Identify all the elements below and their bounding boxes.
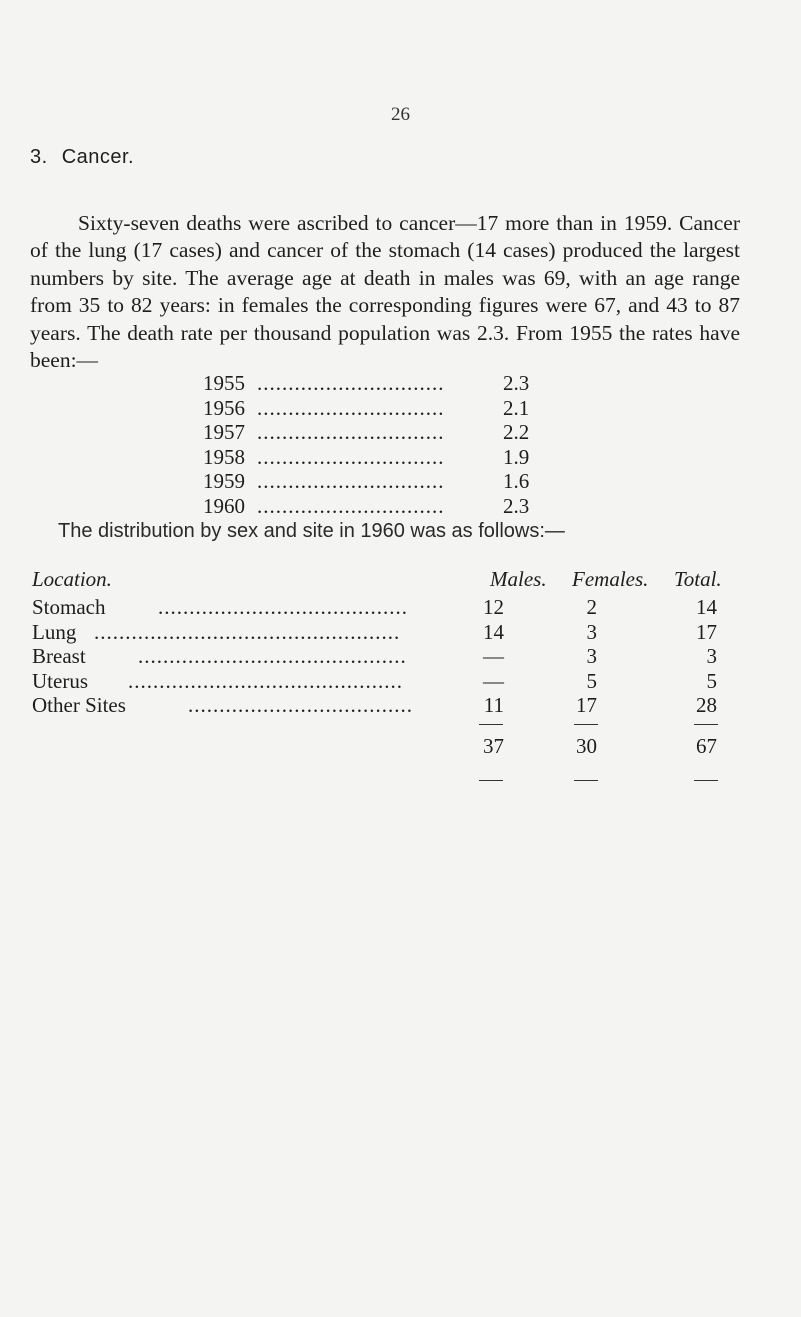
rate-value: 1.6 [503, 469, 530, 494]
page-number: 26 [391, 104, 410, 125]
row-total: 17 [696, 619, 717, 644]
rate-year: 1958 [203, 444, 245, 469]
table-row [32, 620, 752, 645]
rate-value: 2.3 [503, 371, 530, 395]
table-row [32, 693, 752, 718]
body-paragraph: Sixty-seven deaths were ascribed to cancer—17 more than in 1959. Cancer of the lung (17 cases) and cancer of the stomach (14 cases) produced the largest numbers by site. The average age at death in males was 69, with an age range from 35 to 82 years: in females the corresponding figures were 67, and 43 to 87 years. The death rate per thousand population was 2.3. From 1955 the rates have been:— [30, 210, 740, 372]
leader-dots: .............................. [257, 395, 445, 420]
rate-value: 2.3 [503, 493, 530, 518]
row-males: 14 [483, 619, 504, 644]
sum-rule-females [574, 724, 598, 725]
row-females: 3 [586, 644, 597, 668]
total-rule-total [694, 780, 718, 781]
totals-row [32, 734, 752, 762]
header-location: Location. [32, 567, 112, 591]
rate-year: 1959 [203, 469, 245, 494]
rate-row [203, 420, 533, 445]
rate-row [203, 371, 533, 396]
header-females: Females. [572, 567, 649, 591]
row-males: 11 [483, 693, 504, 717]
rate-value: 2.1 [503, 395, 530, 420]
row-total: 5 [706, 668, 717, 693]
leader-dots: ........................................ [158, 595, 408, 619]
rate-row [203, 469, 533, 494]
rate-year: 1960 [203, 493, 245, 518]
leader-dots: .............................. [257, 420, 445, 445]
leader-dots: ........................................... [138, 644, 407, 668]
header-total: Total. [674, 567, 722, 591]
total-females: 30 [576, 733, 597, 758]
leader-dots: ............................................ [128, 668, 403, 693]
rate-row [203, 396, 533, 421]
section-title: Cancer. [61, 146, 135, 168]
row-males: — [483, 668, 504, 693]
total-rule-females [574, 780, 598, 781]
distribution-intro: The distribution by sex and site in 1960 was as follows:— [58, 520, 565, 542]
rates-list [203, 371, 533, 519]
rate-year: 1956 [203, 395, 245, 420]
row-females: 17 [576, 693, 597, 717]
row-males: — [483, 644, 504, 668]
rate-row [203, 445, 533, 470]
row-females: 3 [586, 619, 597, 644]
row-location: Uterus [32, 668, 88, 693]
rate-value: 1.9 [503, 444, 530, 469]
sum-rule-males [479, 724, 503, 725]
rate-row [203, 494, 533, 519]
row-location: Other Sites [32, 693, 126, 717]
row-total: 14 [696, 595, 717, 619]
row-location: Stomach [32, 595, 106, 619]
rate-year: 1955 [203, 371, 245, 395]
row-location: Lung [32, 619, 77, 644]
table-row [32, 669, 752, 694]
table-row [32, 595, 752, 620]
row-location: Breast [32, 644, 86, 668]
total-total: 67 [696, 733, 717, 758]
row-total: 3 [706, 644, 717, 668]
leader-dots: .................................... [188, 693, 413, 717]
section-number: 3. [30, 146, 48, 168]
distribution-table [32, 567, 752, 762]
total-males: 37 [483, 733, 504, 758]
table-header [32, 567, 752, 595]
leader-dots: .............................. [257, 469, 445, 494]
rate-year: 1957 [203, 420, 245, 445]
row-males: 12 [483, 595, 504, 619]
leader-dots: ................................................. [94, 619, 401, 644]
row-females: 5 [586, 668, 597, 693]
header-males: Males. [490, 567, 547, 591]
leader-dots: .............................. [257, 444, 445, 469]
leader-dots: .............................. [257, 371, 445, 395]
leader-dots: .............................. [257, 493, 445, 518]
row-females: 2 [586, 595, 597, 619]
total-rule-males [479, 780, 503, 781]
rate-value: 2.2 [503, 420, 530, 445]
table-row [32, 644, 752, 669]
section-heading [30, 146, 134, 169]
row-total: 28 [696, 693, 717, 717]
sum-rule-total [694, 724, 718, 725]
